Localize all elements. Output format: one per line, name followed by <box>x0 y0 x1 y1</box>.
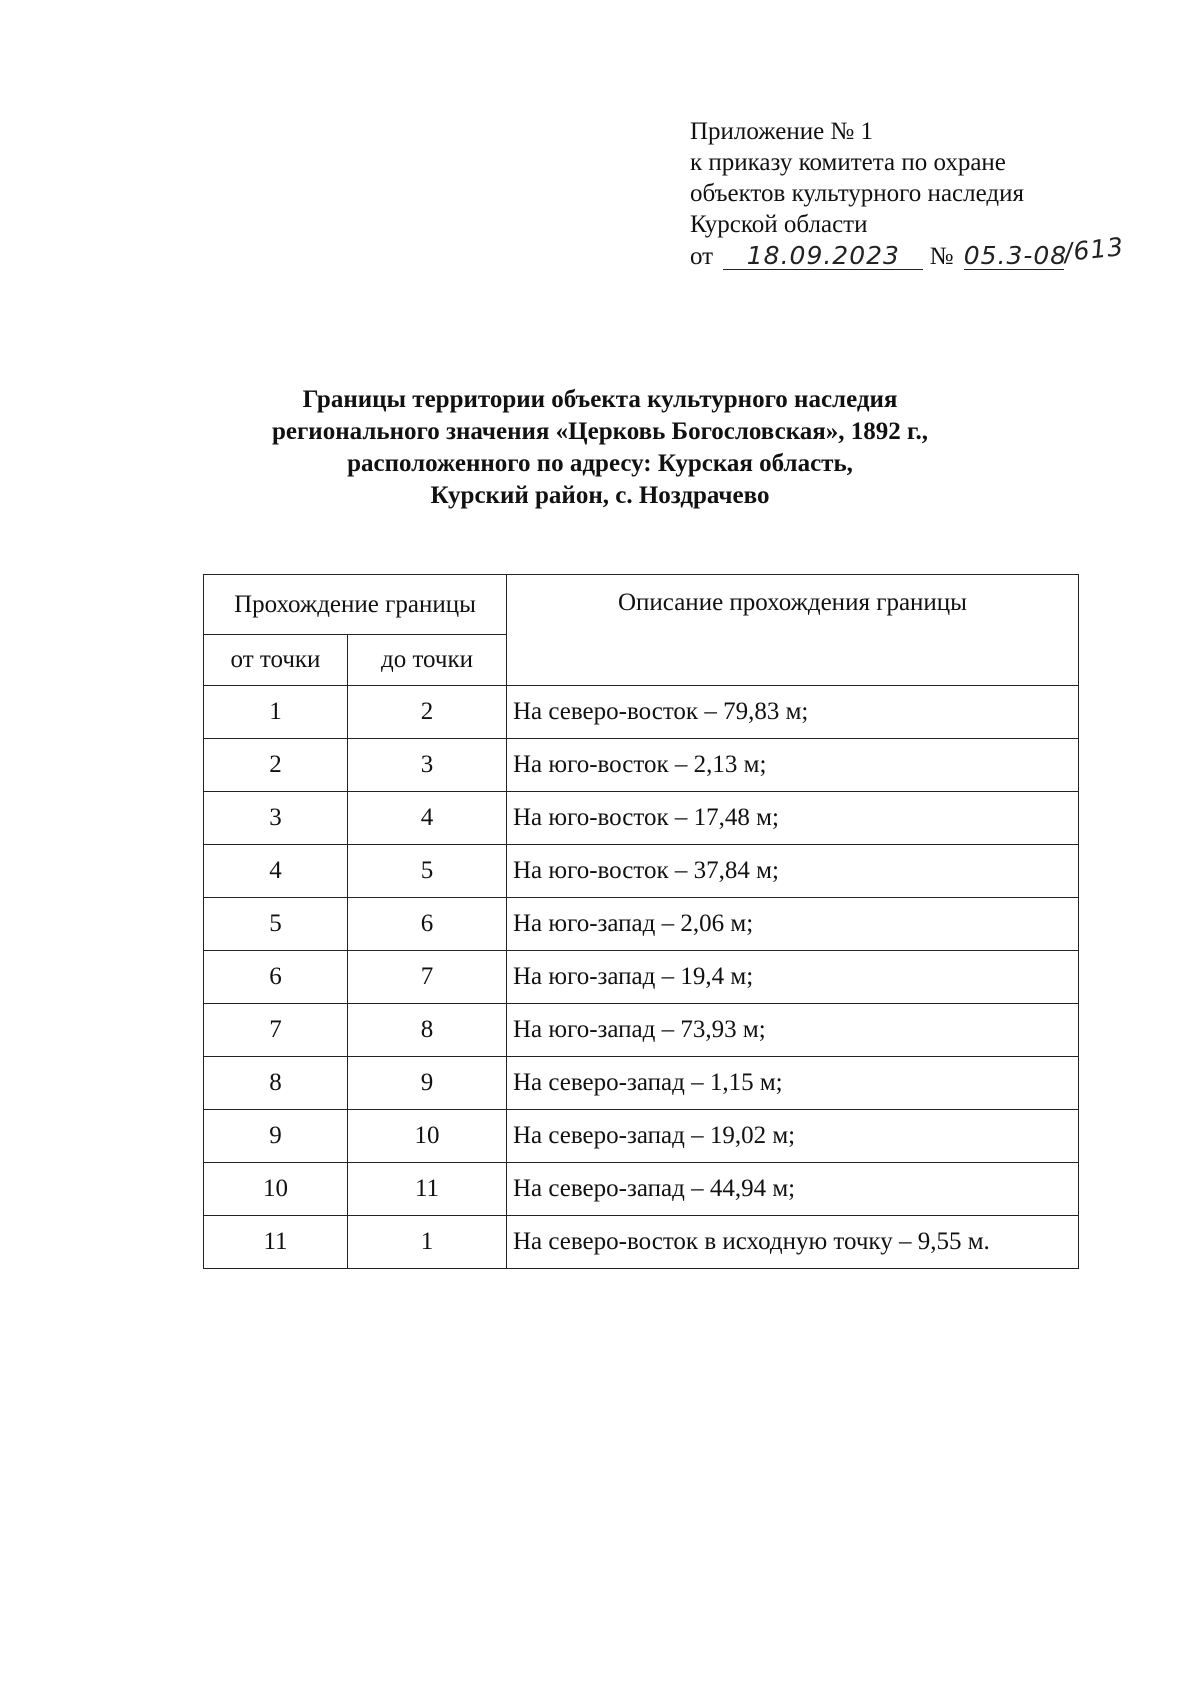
table-row <box>204 739 1079 792</box>
from-point-cell: 7 <box>204 1004 348 1057</box>
document-title <box>0 384 1200 512</box>
title-line-3: расположенного по адресу: Курская область, <box>347 450 853 477</box>
from-point-cell: 6 <box>204 951 348 1004</box>
appendix-header <box>690 116 1124 272</box>
description-cell: На северо-восток – 79,83 м; <box>507 686 1079 739</box>
header-from-point: от точки <box>204 635 348 686</box>
title-line-1: Границы территории объекта культурного наследия <box>302 386 898 413</box>
table-row <box>204 1163 1079 1216</box>
appendix-committee: объектов культурного наследия <box>690 180 1024 207</box>
from-point-cell: 8 <box>204 1057 348 1110</box>
from-label: от <box>690 243 714 270</box>
to-point-cell: 10 <box>348 1110 507 1163</box>
table-row <box>204 1110 1079 1163</box>
boundary-table <box>203 574 1079 1269</box>
table-row <box>204 1057 1079 1110</box>
description-cell: На северо-восток в исходную точку – 9,55 м. <box>507 1216 1079 1269</box>
table-row <box>204 951 1079 1004</box>
handwritten-date: 18.09.2023 <box>723 243 923 270</box>
from-point-cell: 2 <box>204 739 348 792</box>
description-cell: На северо-запад – 19,02 м; <box>507 1110 1079 1163</box>
table-row <box>204 898 1079 951</box>
to-point-cell: 11 <box>348 1163 507 1216</box>
table-row <box>204 1004 1079 1057</box>
header-description: Описание прохождения границы <box>507 575 1079 686</box>
to-point-cell: 9 <box>348 1057 507 1110</box>
title-line-4: Курский район, с. Ноздрачево <box>430 482 770 509</box>
table-row <box>204 845 1079 898</box>
from-point-cell: 4 <box>204 845 348 898</box>
header-boundary-passage: Прохождение границы <box>204 575 507 635</box>
from-point-cell: 5 <box>204 898 348 951</box>
number-label: № <box>929 243 954 270</box>
header-to-point: до точки <box>348 635 507 686</box>
handwritten-number-suffix: /613 <box>1062 231 1126 268</box>
to-point-cell: 6 <box>348 898 507 951</box>
appendix-order-ref: к приказу комитета по охране <box>690 149 1006 176</box>
description-cell: На северо-запад – 1,15 м; <box>507 1057 1079 1110</box>
from-point-cell: 11 <box>204 1216 348 1269</box>
appendix-title: Приложение № 1 <box>690 118 874 145</box>
to-point-cell: 7 <box>348 951 507 1004</box>
description-cell: На юго-запад – 19,4 м; <box>507 951 1079 1004</box>
from-point-cell: 1 <box>204 686 348 739</box>
to-point-cell: 2 <box>348 686 507 739</box>
table-row <box>204 1216 1079 1269</box>
table-row <box>204 686 1079 739</box>
table-body <box>204 686 1079 1269</box>
to-point-cell: 5 <box>348 845 507 898</box>
to-point-cell: 3 <box>348 739 507 792</box>
appendix-date-number <box>690 231 1126 272</box>
appendix-region: Курской области <box>690 211 868 238</box>
description-cell: На юго-восток – 17,48 м; <box>507 792 1079 845</box>
from-point-cell: 3 <box>204 792 348 845</box>
description-cell: На юго-восток – 2,13 м; <box>507 739 1079 792</box>
description-cell: На юго-восток – 37,84 м; <box>507 845 1079 898</box>
to-point-cell: 1 <box>348 1216 507 1269</box>
table-row <box>204 792 1079 845</box>
from-point-cell: 10 <box>204 1163 348 1216</box>
to-point-cell: 4 <box>348 792 507 845</box>
description-cell: На юго-запад – 2,06 м; <box>507 898 1079 951</box>
description-cell: На юго-запад – 73,93 м; <box>507 1004 1079 1057</box>
to-point-cell: 8 <box>348 1004 507 1057</box>
handwritten-number: 05.3-08 <box>963 241 1068 270</box>
from-point-cell: 9 <box>204 1110 348 1163</box>
description-cell: На северо-запад – 44,94 м; <box>507 1163 1079 1216</box>
title-line-2: регионального значения «Церковь Богословская», 1892 г., <box>271 418 929 445</box>
